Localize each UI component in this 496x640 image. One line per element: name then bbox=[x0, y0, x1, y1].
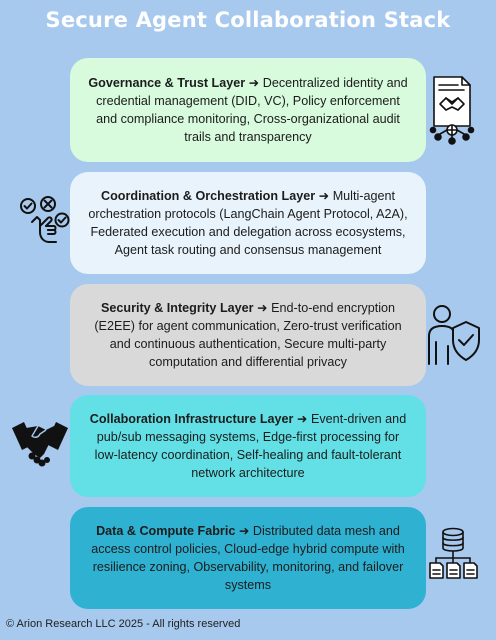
collaboration-infrastructure-layer bbox=[70, 395, 426, 497]
arrow-icon: ➜ bbox=[293, 412, 311, 426]
layer-text bbox=[84, 410, 412, 482]
layer-name: Security & Integrity Layer bbox=[100, 301, 254, 315]
layer-description: Multi-agent orchestration protocols (LangChain Agent Protocol, A2A), Federated execution and delegation across ecosystems, Agent task routing and consensus management bbox=[88, 189, 408, 257]
layer-description: Decentralized identity and credential management (DID, VC), Policy enforcement and compliance monitoring, Cross-organizational audit trails and transparency bbox=[96, 76, 408, 144]
layer-description: Distributed data mesh and access control policies, Cloud-edge hybrid compute with resilience zoning, Observability, monitoring, and failover systems bbox=[91, 524, 405, 592]
data-compute-fabric-layer bbox=[70, 507, 426, 609]
arrow-icon: ➜ bbox=[315, 189, 333, 203]
page-title: Secure Agent Collaboration Stack bbox=[45, 8, 451, 32]
layer-name: Governance & Trust Layer bbox=[88, 76, 246, 90]
security-integrity-layer bbox=[70, 284, 426, 386]
copyright-footer: © Arion Research LLC 2025 - All rights reserved bbox=[6, 618, 241, 630]
checklist-hand-icon bbox=[18, 196, 70, 248]
layer-description: Event-driven and pub/sub messaging systems, Edge-first processing for low-latency coordination, Self-healing and fault-tolerant network architecture bbox=[94, 412, 407, 480]
person-shield-icon bbox=[426, 302, 482, 368]
layer-text bbox=[84, 74, 412, 146]
layer-name: Collaboration Infrastructure Layer bbox=[89, 412, 294, 426]
layer-text bbox=[84, 299, 412, 371]
database-network-icon bbox=[428, 526, 478, 584]
layer-description: End-to-end encryption (E2EE) for agent communication, Zero-trust verification and continuous authentication, Secure multi-party computation and differential privacy bbox=[94, 301, 402, 369]
arrow-icon: ➜ bbox=[235, 524, 253, 538]
contract-handshake-icon bbox=[428, 74, 476, 146]
layer-text bbox=[84, 522, 412, 594]
layer-name: Data & Compute Fabric bbox=[96, 524, 236, 538]
arrow-icon: ➜ bbox=[245, 76, 263, 90]
arrow-icon: ➜ bbox=[253, 301, 272, 315]
coordination-orchestration-layer bbox=[70, 172, 426, 274]
layer-text bbox=[84, 187, 412, 259]
governance-trust-layer bbox=[70, 58, 426, 162]
handshake-icon bbox=[10, 418, 70, 470]
layer-name: Coordination & Orchestration Layer bbox=[101, 189, 316, 203]
